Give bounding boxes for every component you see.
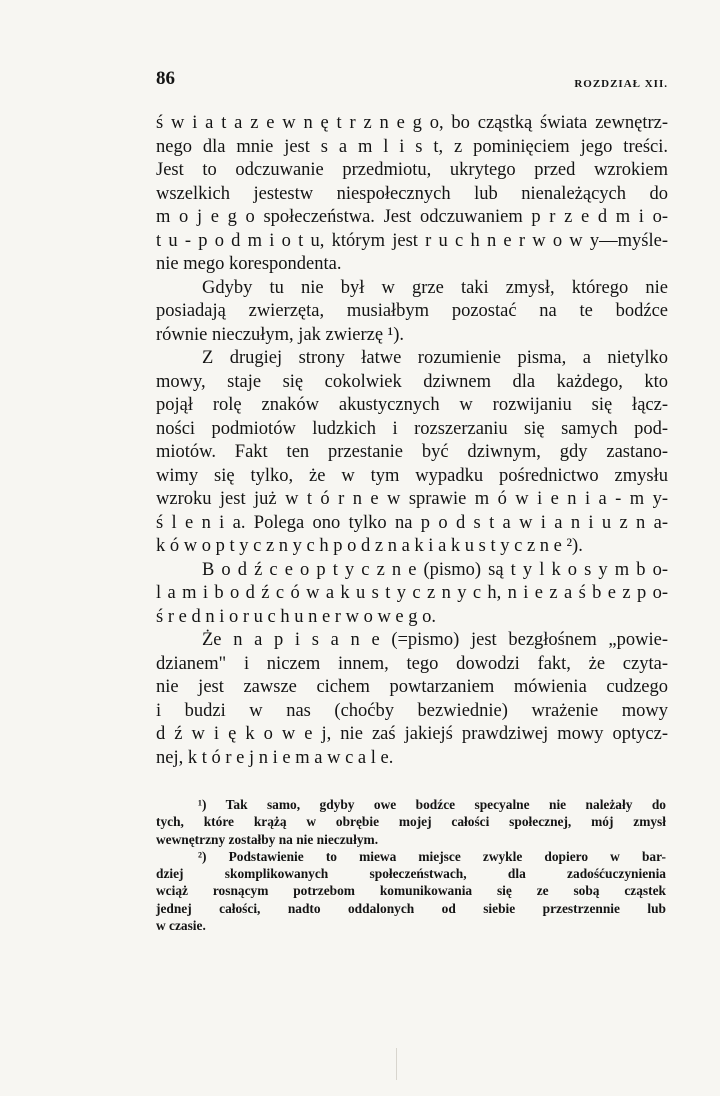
footnote-line: w czasie. [156, 918, 206, 934]
text-line: mowy, staje się cokolwiek dziwnem dla każdego, kto [156, 371, 668, 392]
running-head: ROZDZIAŁ XII. [574, 78, 668, 90]
text-line: B o d ź c e o p t y c z n e (pismo) są t y l k o s y m b o- [202, 559, 668, 580]
text-line: wimy się tylko, że w tym wypadku pośrednictwo zmysłu [156, 465, 668, 486]
text-line: dzianem" i niczem innem, tego dowodzi fakt, że czyta- [156, 653, 668, 674]
footnote-line: ¹) Tak samo, gdyby owe bodźce specyalne nie należały do [198, 797, 666, 812]
footnote-line: tych, które krążą w obrębie mojej całości społecznej, mój zmysł [156, 814, 666, 830]
footnote-line: ²) Podstawienie to miewa miejsce zwykle dopiero w bar- [198, 848, 666, 864]
text-line: ś l e n i a. Polega ono tylko na p o d s t a w i a n i u z n a- [156, 512, 668, 533]
text-line: nie mego korespondenta. [156, 254, 342, 274]
page-number: 86 [156, 68, 175, 89]
text-line: nego dla mnie jest s a m l i s t, z pominięciem jego treści. [156, 136, 668, 157]
text-line: ś r e d n i o r u c h u n e r w o w e g o. [156, 606, 437, 627]
page-header [156, 68, 668, 98]
text-line: l a m i b o d ź c ó w a k u s t y c z n y c h, n i e z a ś b e z p o- [156, 583, 668, 603]
text-line: wzroku jest już w t ó r n e w sprawie m ó w i e n i a - m y- [156, 489, 668, 509]
text-line: nej, k t ó r e j n i e m a w c a l e. [156, 747, 394, 768]
footnote-line: dziej skomplikowanych społeczeństwach, dla zadośćuczynienia [156, 866, 666, 882]
text-line: ności podmiotów ludzkich i rozszerzaniu się samych pod- [156, 418, 668, 439]
body-text [156, 112, 668, 770]
footnote-line: jednej całości, nadto oddalonych od siebie przestrzennie lub [156, 900, 666, 916]
footnote-line: wewnętrzny zostałby na nie nieczułym. [156, 831, 379, 847]
text-line: ś w i a t a z e w n ę t r z n e g o, bo cząstką świata zewnętrz- [156, 113, 668, 133]
text-line: d ź w i ę k o w e j, nie zaś jakiejś prawdziwej mowy optycz- [156, 724, 668, 744]
text-line: pojął rolę znaków akustycznych w rozwijaniu się łącz- [156, 395, 668, 415]
text-line: k ó w o p t y c z n y c h p o d z n a k i a k u s t y c z n e ²). [156, 536, 583, 556]
text-line: posiadają zwierzęta, musiałbym pozostać na te bodźce [156, 301, 668, 321]
text-line: równie nieczułym, jak zwierzę ¹). [156, 324, 404, 345]
text-line: m o j e g o społeczeństwa. Jest odczuwaniem p r z e d m i o- [156, 207, 668, 227]
text-line: nie jest zawsze cichem powtarzaniem mówienia cudzego [156, 677, 668, 697]
footnote-line: wciąż rosnącym potrzebom komunikowania się ze sobą cząstek [156, 883, 666, 899]
text-line: i budzi w nas (choćby bezwiednie) wrażenie mowy [156, 700, 668, 721]
text-line: miotów. Fakt ten przestanie być dziwnym, gdy zastano- [156, 442, 668, 462]
text-line: Z drugiej strony łatwe rozumienie pisma, a nietylko [202, 348, 668, 368]
text-line: wszelkich jestestw niespołecznych lub nienależących do [156, 183, 668, 204]
text-line: Gdyby tu nie był w grze taki zmysł, którego nie [202, 277, 668, 298]
footnotes [156, 796, 666, 934]
text-line: t u - p o d m i o t u, którym jest r u c h n e r w o w y—myśle- [156, 230, 668, 251]
paper-mark [396, 1048, 400, 1080]
text-line: Że n a p i s a n e (=pismo) jest bezgłośnem „powie- [202, 630, 668, 650]
text-line: Jest to odczuwanie przedmiotu, ukrytego przed wzrokiem [156, 160, 668, 180]
